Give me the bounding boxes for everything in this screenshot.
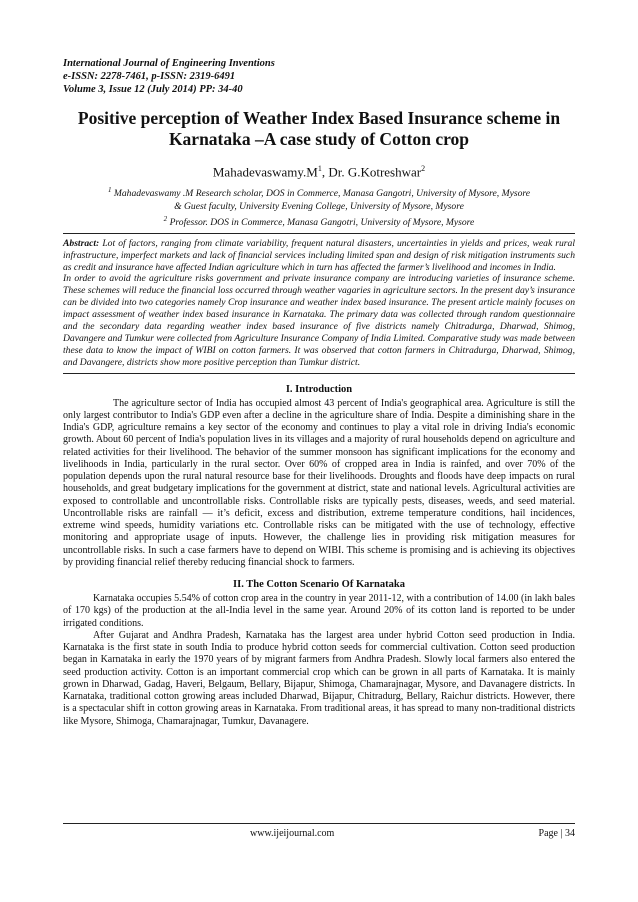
author-1-sup: 1	[317, 164, 322, 173]
section-2-paragraph-1: Karnataka occupies 5.54% of cotton crop area in the country in year 2011-12, with a contribution of 14.00 (in lakh bales of 170 kgs) of the production at the all-India level in the same year. Around 20% of its cotton land is reported to be under irrigated conditions.	[63, 593, 575, 629]
section-2-body	[63, 593, 575, 728]
journal-issn: e-ISSN: 2278-7461, p-ISSN: 2319-6491	[63, 71, 236, 82]
section-1-heading: I. Introduction	[285, 383, 353, 395]
journal-volume: Volume 3, Issue 12 (July 2014) PP: 34-40	[63, 84, 243, 95]
journal-name: International Journal of Engineering Inventions	[63, 58, 275, 69]
author-line	[63, 161, 575, 180]
footer-rule	[63, 823, 575, 824]
abstract-label: Abstract:	[63, 237, 100, 249]
author-1: Mahadevaswamy.M	[212, 164, 318, 180]
affiliation-2-text: Professor. DOS in Commerce, Manasa Gangotri, University of Mysore, Mysore	[167, 216, 475, 228]
affiliation-1-sup: 1	[108, 186, 112, 195]
affiliation-2-sup: 2	[163, 214, 168, 223]
abstract	[63, 238, 575, 369]
paper-page	[63, 57, 575, 728]
abstract-paragraph-1: Lot of factors, ranging from climate variability, frequent natural disasters, uncertainties in yields and prices, weak rural infrastructure, imperfect markets and lack of financial services including limited span and design of risk mitigation instruments such as credit and insurance have affected Indian agriculture which in turn has affected the farmer’s livelihood and incomes in India.	[63, 237, 575, 273]
section-1-body	[63, 398, 575, 570]
author-2: , Dr. G.Kotreshwar	[321, 164, 422, 180]
abstract-paragraph-2: In order to avoid the agriculture risks government and private insurance company are introducing varieties of insurance scheme. These schemes will reduce the financial loss occurred through weather vagaries in agriculture sectors. In the present day’s insurance can be divided into two categories namely Crop insurance and weather index based insurance. The present article mainly focuses on impact assessment of weather index based insurance in Karnataka. The primary data was collected through random questionnaire and the secondary data regarding weather index based insurance of five districts namely Chitradurga, Dharwad, Shimog, Davangere and Tumkur were collected from Agriculture Insurance Company of India Limited. Comparative study was made between these data to know the impact of WIBI on cotton farmers. It was observed that cotton farmers in Chitradurga, Dharwad, Shimog, and Davangere, districts show more positive perception than Tumkur district.	[63, 273, 575, 368]
author-2-sup: 2	[421, 164, 426, 173]
affiliation-1-line-2: & Guest faculty, University Evening College, University of Mysore, Mysore	[174, 200, 464, 212]
title-line-2: Karnataka –A case study of Cotton crop	[168, 129, 470, 149]
paper-title	[63, 108, 575, 150]
affiliations	[63, 184, 575, 228]
section-2-paragraph-2: After Gujarat and Andhra Pradesh, Karnataka has the largest area under hybrid Cotton seed production in India. Karnataka is the first state in south India to produce hybrid cotton seeds for commercial cultivation. Cotton seed production began in Karnataka in early the 1970 years of by migrant farmers from Andhra Pradesh. Slowly local farmers also entered the seed production activity. Cotton is an important commercial crop which can be grown in all parts of Karnataka. It is mainly grown in Dharwad, Gadag, Haveri, Belgaum, Bellary, Bijapur, Shimoga, Chamarajnagar, Mysore, and Davanagere districts. In Karnataka, traditional cotton growing areas included Dharwad, Bijapur, Chitradurg, Bellary, Raichur districts. However, there is a spectacular shift in cotton growing areas in Karnataka. From traditional areas, it has spread to many non-traditional districts like Mysore, Shimoga, Chamarajnagar, Tumkur, Davanagere.	[63, 629, 575, 727]
footer-page-number: Page | 34	[538, 828, 575, 839]
footer-url[interactable]: www.ijeijournal.com	[250, 828, 335, 839]
journal-header	[63, 57, 575, 96]
top-rule	[63, 233, 575, 234]
affiliation-2	[63, 213, 575, 229]
title-line-1: Positive perception of Weather Index Based Insurance scheme in	[77, 108, 561, 128]
section-2-heading: II. The Cotton Scenario Of Karnataka	[233, 579, 405, 591]
section-1-paragraph: The agriculture sector of India has occupied almost 43 percent of India's geographical area. Agriculture is still the only largest contributor to India's GDP even after a decline in the agriculture share of India. Despite a diminishing share in the India's GDP, agriculture remains a key sector of the economy and continues to play a vital role in driving India's economic growth. About 60 percent of India's population lives in its villages and a majority of rural households depend on agriculture and related activities for their livelihood. The behavior of the summer monsoon has significant implications for the economy and livelihoods in India, particularly in the rural sector. Over 60% of cropped area in India is rainfed, and over 70% of the population depends upon the rural natural resource base for their livelihoods. Droughts and floods have deep impacts on rural households, and great budgetary implications for the government at district, state and national levels. Agricultural activities are exposed to controllable and uncontrollable risks. Controllable risks are typically pests, diseases, weeds, and seed material. Uncontrollable risks are rainfall — it’s deficit, excess and distribution, extreme temperature conditions, hail incidences, extreme wind speeds, humidity variations etc. Controllable risks can be mitigated with the use of technology, effective monitoring and appropriate usage of inputs. However, the challenge lies in providing risk mitigation measures for uncontrollable risks. In such a case farmers have to depend on WIBI. This scheme is promising and is achieving its objectives by providing financial relief thereby reducing financial shock to farmers.	[63, 397, 575, 568]
abstract-rule	[63, 373, 575, 374]
affiliation-1	[63, 184, 575, 200]
affiliation-1-line-1: Mahadevaswamy .M Research scholar, DOS in Commerce, Manasa Gangotri, University of Mysore, Mysore	[111, 188, 530, 200]
